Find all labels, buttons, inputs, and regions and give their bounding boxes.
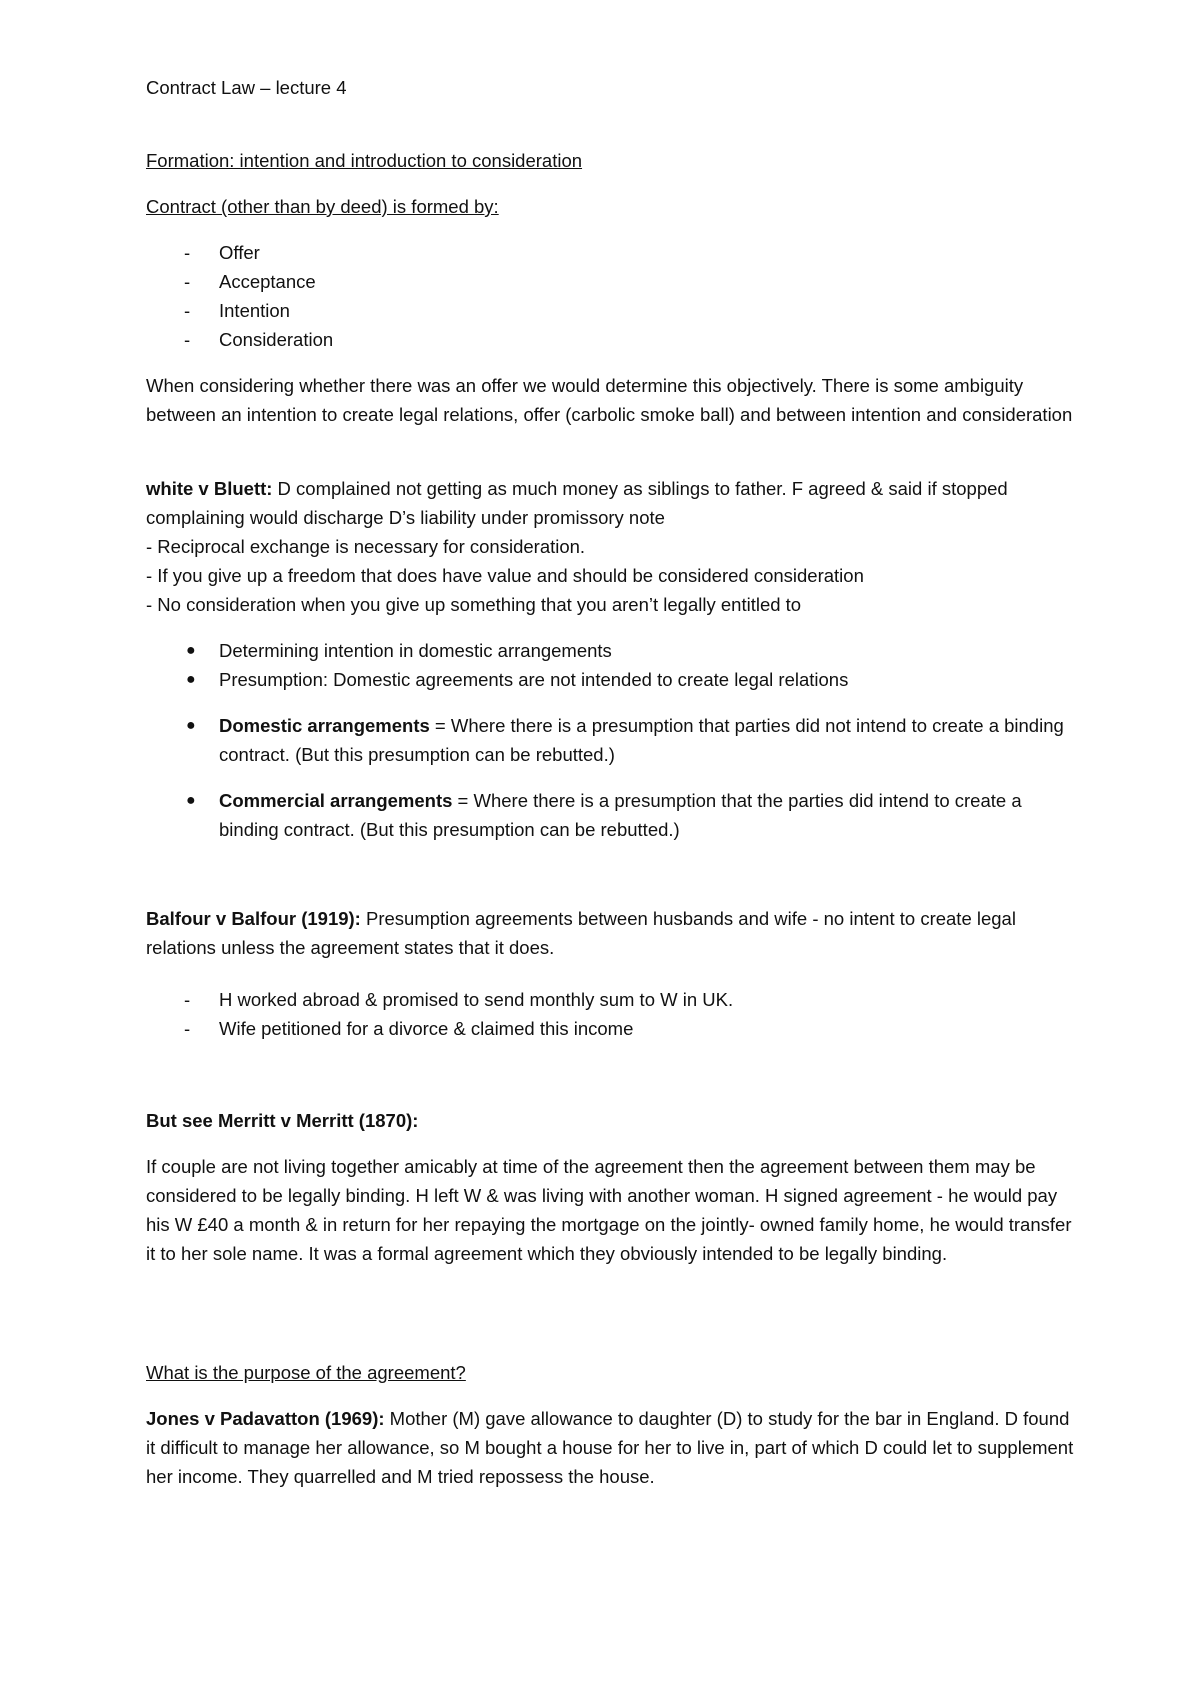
case-point: - Reciprocal exchange is necessary for consideration.	[146, 536, 586, 557]
case-point: - No consideration when you give up something that you aren’t legally entitled to	[146, 594, 802, 615]
white-v-bluett-paragraph: white v Bluett: D complained not getting as much money as siblings to father. F agreed & said if stopped complaining would discharge D’s liability under promissory note	[146, 478, 1008, 528]
section-title: Formation: intention and introduction to consideration	[146, 150, 583, 171]
case-name: Jones v Padavatton (1969):	[146, 1408, 385, 1429]
bullet-icon: ●	[186, 792, 196, 809]
case-name: white v Bluett:	[146, 478, 273, 499]
formed-by-heading: Contract (other than by deed) is formed by:	[146, 196, 499, 217]
case-name: Balfour v Balfour (1919):	[146, 908, 361, 929]
document-page: Contract Law – lecture 4 Formation: intention and introduction to consideration Contract (other than by deed) is formed by: Offer Acceptance Intention Consideration When considering whether there was an offer we would determine this objectively. There is some ambiguity between an intention to create legal relations, offer (carbolic smoke ball) and between intention and consideration white v Bluett: D complained not getting as much money as siblings to father. F agreed & said if stopped complaining would discharge D’s liability under promissory note - Reciprocal exchange is necessary for consideration. - If you give up a freedom that does have value and should be considered consideration - No consideration when you give up something that you aren’t legally entitled to ● Determining intention in domestic arrangements ● Presumption: Domestic agreements are not intended to create legal relations ● Domestic arrangements = Where there is a presumption that parties did not intend to create a binding contract. (But this presumption can be rebutted.) ● Commercial arrangements = Where there is a presumption that the parties did intend to create a binding contract. (But this presumption can be rebutted.) Balfour v Balfour (1919): Presumption agreements between husbands and wife - no intent to create legal relations unless the agreement states that it does. H worked abroad & promised to send monthly sum to W in UK. Wife petitioned for a divorce & claimed this income But see Merritt v Merritt (1870): If couple are not living together amicably at time of the agreement then the agreement between them may be considered to be legally binding. H left W & was living with another woman. H signed agreement - he would pay his W £40 a month & in return for her repaying the mortgage on the jointly- owned family home, he would transfer it to her sole name. It was a formal agreement which they obviously intended to be legally binding. What is the purpose of the agreement? Jones v Padavatton (1969): Mother (M) gave allowance to daughter (D) to study for the bar in England. D found it difficult to manage her allowance, so M bought a house for her to live in, part of which D could let to supplement her income. They quarrelled and M tried repossess the house.	[0, 0, 1200, 1698]
balfour-paragraph: Balfour v Balfour (1919): Presumption agreements between husbands and wife - no intent to create legal relations unless the agreement states that it does.	[146, 908, 1016, 958]
case-point: - If you give up a freedom that does have value and should be considered consideration	[146, 565, 864, 586]
document-header: Contract Law – lecture 4	[146, 77, 347, 98]
bullet-icon: ●	[186, 717, 196, 734]
jones-paragraph: Jones v Padavatton (1969): Mother (M) gave allowance to daughter (D) to study for the bar in England. D found it difficult to manage her allowance, so M bought a house for her to live in, part of which D could let to supplement her income. They quarrelled and M tried repossess the house.	[146, 1408, 1074, 1487]
merritt-paragraph: If couple are not living together amicably at time of the agreement then the agreement between them may be considered to be legally binding. H left W & was living with another woman. H signed agreement - he would pay his W £40 a month & in return for her repaying the mortgage on the jointly- owned family home, he would transfer it to her sole name. It was a formal agreement which they obviously intended to be legally binding.	[146, 1156, 1072, 1264]
purpose-heading: What is the purpose of the agreement?	[146, 1362, 466, 1383]
intro-paragraph: When considering whether there was an offer we would determine this objectively. There is some ambiguity between an intention to create legal relations, offer (carbolic smoke ball) and between intention and consideration	[146, 375, 1073, 425]
bullet-icon: ●	[186, 642, 196, 659]
merritt-heading: But see Merritt v Merritt (1870):	[146, 1110, 419, 1131]
bullet-icon: ●	[186, 671, 196, 688]
